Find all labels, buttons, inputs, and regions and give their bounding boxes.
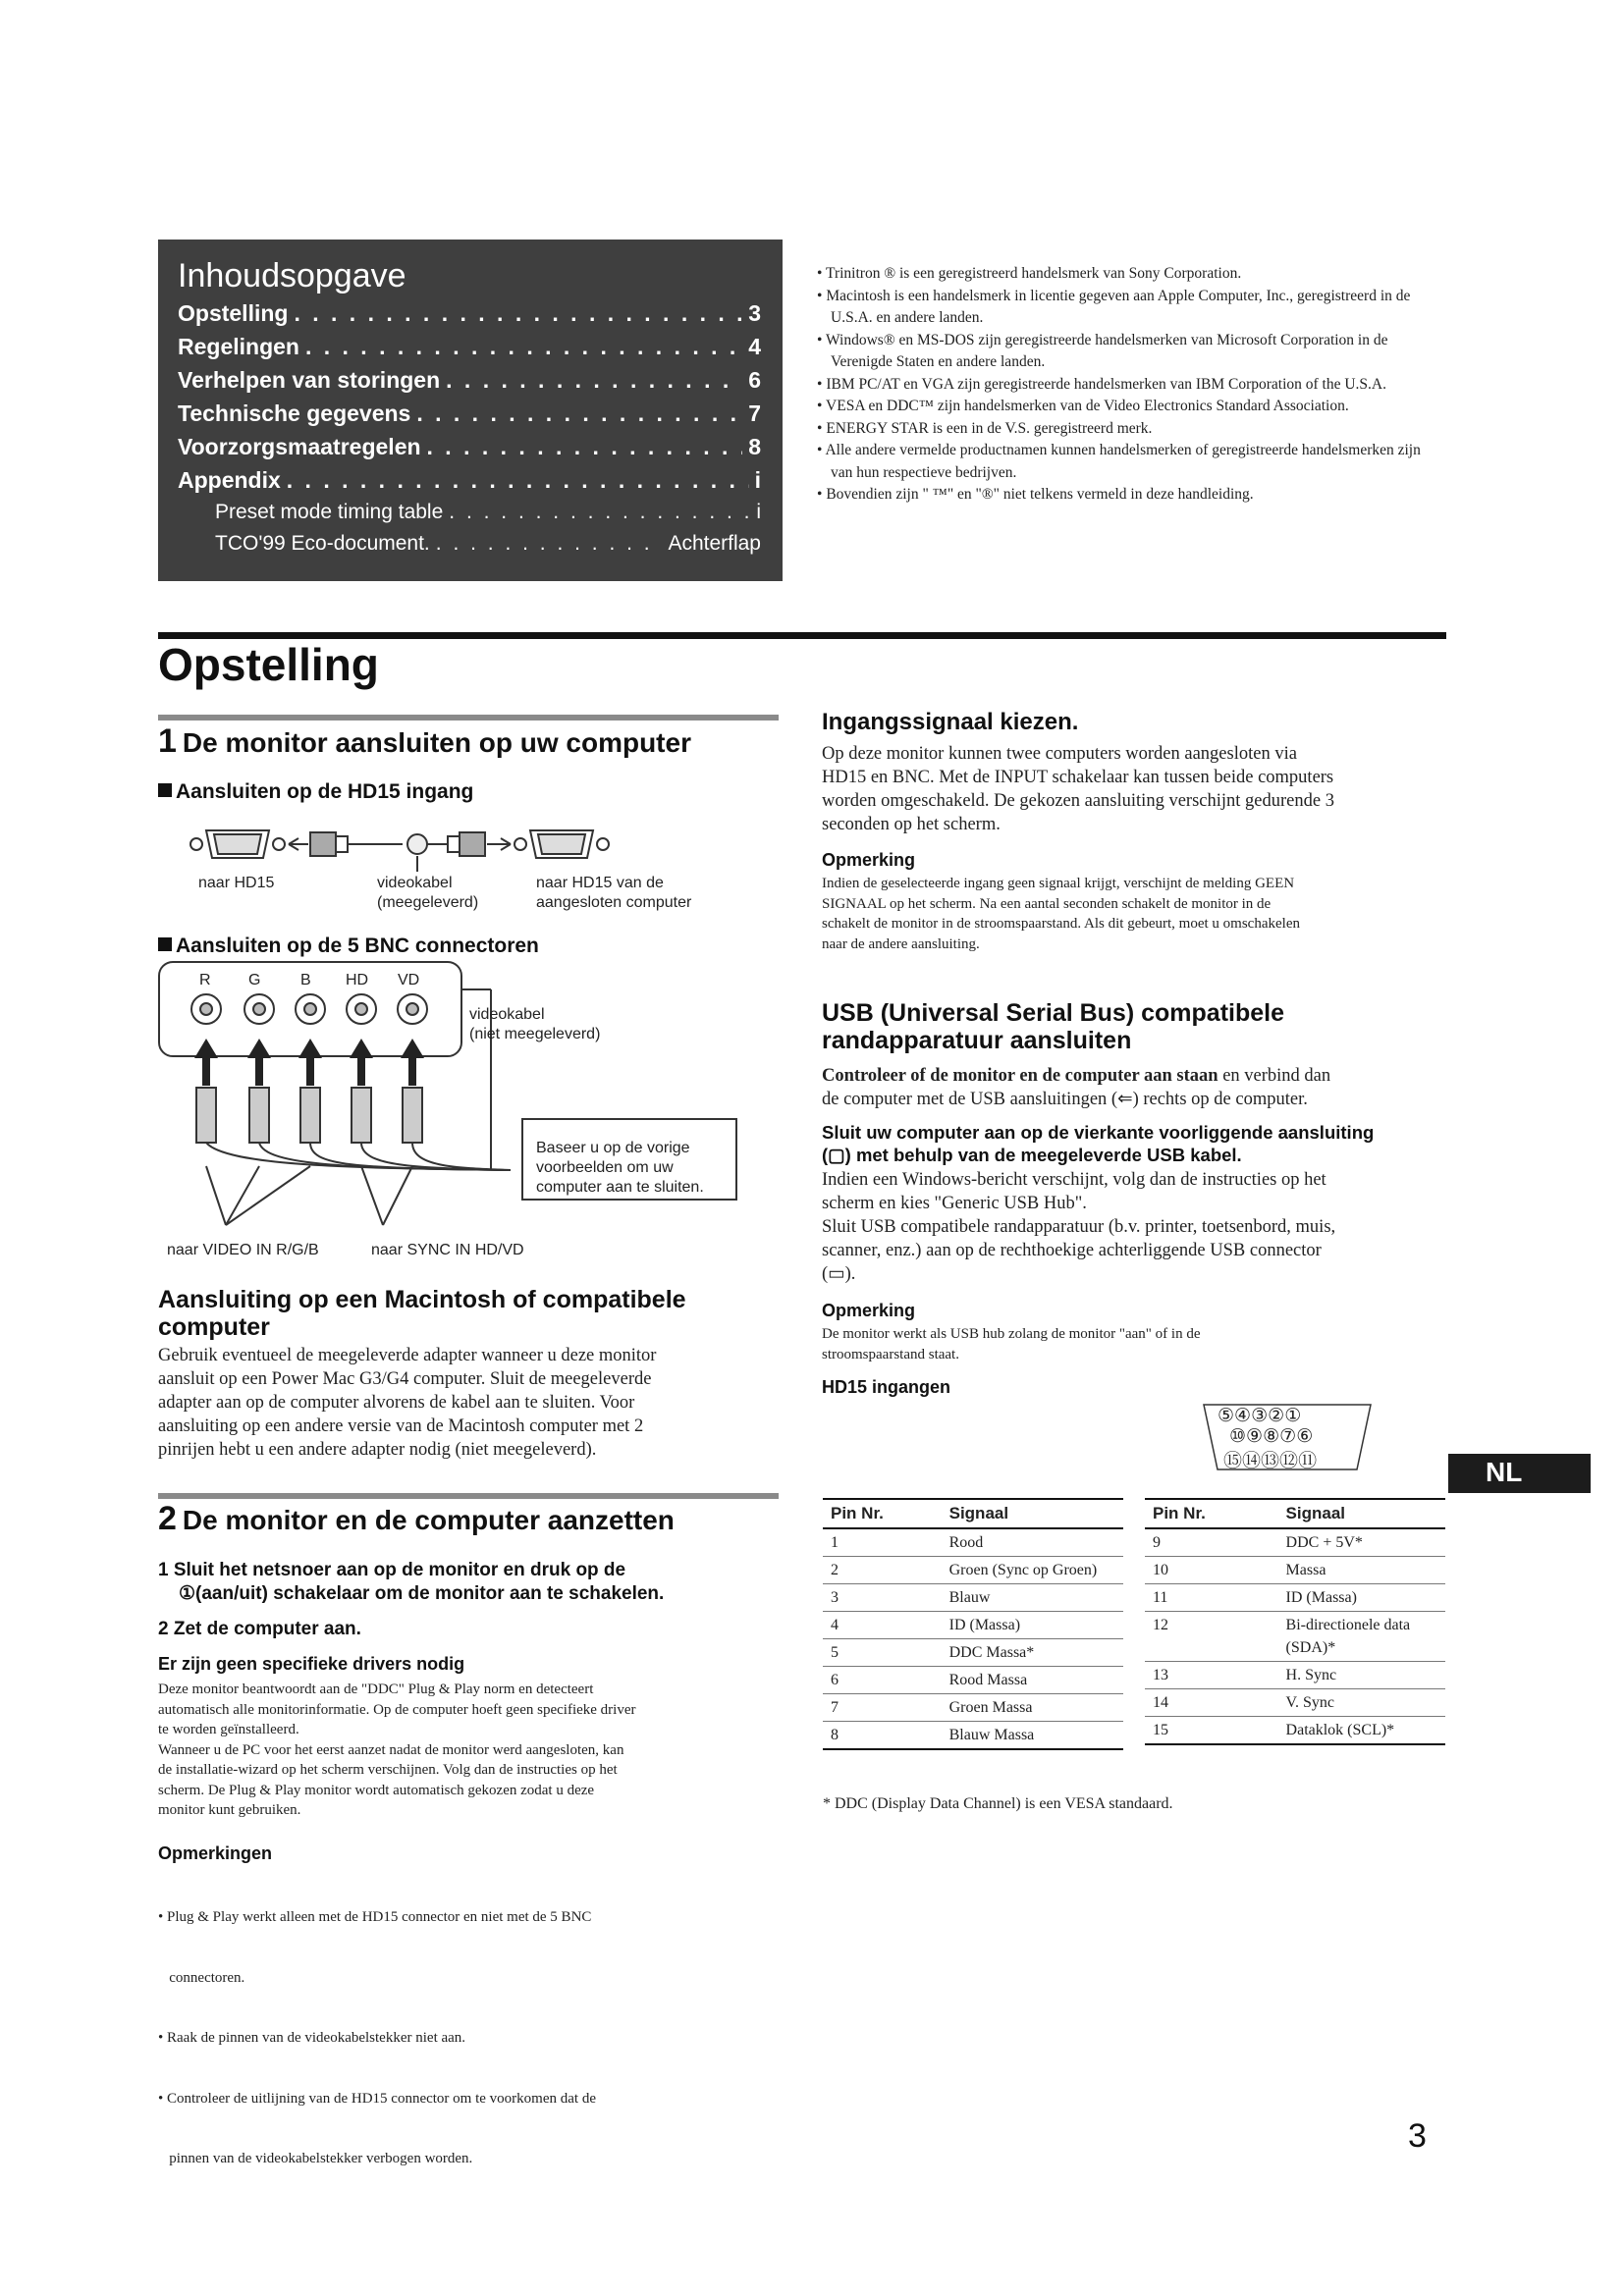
pin-row-middle <box>1229 1425 1313 1448</box>
table-row <box>1145 1528 1445 1557</box>
pin-number: ⑫ <box>1279 1451 1299 1471</box>
toc-subentry[interactable] <box>215 532 761 556</box>
pin-cell: 1 <box>823 1528 942 1557</box>
bnc-label-b: B <box>300 972 311 988</box>
bnc-note-line: Baseer u op de vorige <box>536 1140 690 1156</box>
note-line: pinnen van de videokabelstekker verbogen worden. <box>158 2151 473 2166</box>
body-line: aansluiting op een andere versie van de Macintosh computer met 2 <box>158 1416 644 1436</box>
body-line: adapter aan op de computer alvorens de kabel aan te sluiten. Voor <box>158 1393 635 1413</box>
pin-cell: 4 <box>823 1612 942 1639</box>
pin-number: ⑭ <box>1242 1451 1262 1471</box>
toc-entry[interactable] <box>178 300 761 327</box>
body-line: Gebruik eventueel de meegeleverde adapter wanneer u deze monitor <box>158 1346 657 1365</box>
pin-cell: 14 <box>1145 1689 1278 1717</box>
signal-cell: DDC + 5V* <box>1278 1528 1445 1557</box>
toc-entry-label: Regelingen <box>178 334 299 359</box>
toc-entry-label: Opstelling <box>178 300 289 326</box>
body-line: scanner, enz.) aan op de rechthoekige achterliggende USB connector <box>822 1241 1322 1260</box>
signal-cell: V. Sync <box>1278 1689 1445 1717</box>
toc-entry-page: 8 <box>748 434 761 459</box>
pin-number: ③ <box>1251 1406 1269 1426</box>
hd15-cable-diagram <box>187 815 658 874</box>
pin-table-left <box>823 1498 1123 1750</box>
toc-entry-page: 3 <box>748 300 761 326</box>
pin-number: ⑨ <box>1246 1426 1264 1447</box>
signal-cell: Blauw Massa <box>942 1722 1123 1750</box>
bnc-cable-note: (niet meegeleverd) <box>469 1026 601 1042</box>
body-line: Op deze monitor kunnen twee computers worden aangesloten via <box>822 744 1297 764</box>
body-line: de installatie-wizard op het scherm verschijnen. Volg dan de instructies op het <box>158 1762 618 1778</box>
toc-entry-label: Preset mode timing table <box>215 501 444 523</box>
hd15-caption-left: naar HD15 <box>198 875 275 891</box>
page-heading: Opstelling <box>158 639 379 690</box>
table-row <box>823 1528 1123 1557</box>
section-number: 1 <box>158 722 177 760</box>
toc-entry-label: Technische gegevens <box>178 400 411 426</box>
usb-instruction-line: (▢) met behulp van de meegeleverde USB kabel. <box>822 1145 1242 1165</box>
table-row <box>1145 1584 1445 1612</box>
toc-entry-label: TCO'99 Eco-document. <box>215 532 430 555</box>
table-header-row <box>823 1499 1123 1528</box>
table-row <box>1145 1717 1445 1745</box>
usb-note-heading: Opmerking <box>822 1301 916 1320</box>
usb-instruction <box>822 1121 1374 1166</box>
body-line: (▭). <box>822 1264 856 1284</box>
hd15-pin-diagram <box>1200 1402 1375 1472</box>
table-row <box>1145 1612 1445 1662</box>
body-line: Sluit USB compatibele randapparatuur (b.v. printer, toetsenbord, muis, <box>822 1217 1336 1237</box>
column-header: Signaal <box>1278 1499 1445 1528</box>
pin-number: ⑪ <box>1298 1451 1318 1471</box>
signal-cell: Rood <box>942 1528 1123 1557</box>
bnc-caption-sync: naar SYNC IN HD/VD <box>371 1242 524 1258</box>
pin-number: ⑤ <box>1218 1406 1235 1426</box>
pin-number: ⑧ <box>1263 1426 1280 1447</box>
usb-lead <box>822 1064 1450 1111</box>
input-note-heading: Opmerking <box>822 850 916 870</box>
pin-cell: 12 <box>1145 1612 1278 1662</box>
input-heading: Ingangssignaal kiezen. <box>822 709 1079 735</box>
pin-cell: 2 <box>823 1557 942 1584</box>
toc-entry-label: Verhelpen van storingen <box>178 367 441 393</box>
pin-cell: 3 <box>823 1584 942 1612</box>
toc-entry-page: 7 <box>748 400 761 426</box>
signal-cell: DDC Massa* <box>942 1639 1123 1667</box>
signal-cell: H. Sync <box>1278 1662 1445 1689</box>
note-line: Indien de geselecteerde ingang geen signaal krijgt, verschijnt de melding GEEN <box>822 876 1295 891</box>
mac-heading-line: computer <box>158 1313 270 1341</box>
note-line: • Raak de pinnen van de videokabelstekker niet aan. <box>158 2030 466 2046</box>
toc-entry-page: 4 <box>748 334 761 359</box>
note-line: • Controleer de uitlijning van de HD15 connector om te voorkomen dat de <box>158 2090 596 2107</box>
hd15-inputs-heading: HD15 ingangen <box>822 1377 951 1397</box>
note-line: • Plug & Play werkt alleen met de HD15 connector en niet met de 5 BNC <box>158 1909 592 1925</box>
pin-table-right <box>1145 1498 1445 1745</box>
signal-cell: Rood Massa <box>942 1667 1123 1694</box>
trademark-item: • Trinitron ® is een geregistreerd handelsmerk van Sony Corporation. <box>817 263 1445 286</box>
mac-body <box>158 1344 779 1462</box>
table-of-contents <box>158 240 783 581</box>
table-row <box>823 1694 1123 1722</box>
step-line: ①(aan/uit) schakelaar om de monitor aan te schakelen. <box>179 1583 665 1604</box>
note-line: schakelt de monitor in de stroomspaarstand. Als dit gebeurt, moet u omschakelen <box>822 916 1300 932</box>
bnc-caption-video: naar VIDEO IN R/G/B <box>167 1242 319 1258</box>
table-row <box>1145 1689 1445 1717</box>
pin-row-top <box>1218 1405 1301 1427</box>
section-bar <box>158 1493 779 1499</box>
pin-cell: 15 <box>1145 1717 1278 1745</box>
trademark-notices <box>817 263 1445 507</box>
section-number: 2 <box>158 1500 177 1537</box>
bnc-label-r: R <box>199 972 211 988</box>
notes-list <box>158 1867 779 2189</box>
pin-cell: 5 <box>823 1639 942 1667</box>
trademark-item: • ENERGY STAR is een in de V.S. geregistreerd merk. <box>817 418 1445 441</box>
pin-cell: 10 <box>1145 1557 1278 1584</box>
column-header: Pin Nr. <box>823 1499 942 1528</box>
mac-heading <box>158 1286 686 1341</box>
body-line: pinrijen hebt u een andere adapter nodig (niet meegeleverd). <box>158 1440 597 1460</box>
toc-entry-page: Achterflap <box>668 532 761 555</box>
section-title: De monitor aansluiten op uw computer <box>182 727 691 758</box>
signal-cell: Groen Massa <box>942 1694 1123 1722</box>
toc-entry[interactable] <box>178 467 761 494</box>
bnc-label-hd: HD <box>346 972 369 988</box>
subheading-text: Aansluiten op de HD15 ingang <box>176 780 474 803</box>
hd15-caption-right: naar HD15 van de <box>536 875 664 891</box>
step-2: 2 Zet de computer aan. <box>158 1619 361 1639</box>
toc-entry-label: Voorzorgsmaatregelen <box>178 434 421 459</box>
usb-heading-line: randapparatuur aansluiten <box>822 1027 1132 1054</box>
pin-number: ⑥ <box>1296 1426 1314 1447</box>
trademark-item: • Macintosh is een handelsmerk in licentie gegeven aan Apple Computer, Inc., geregistreerd in de U.S.A. en andere landen. <box>817 286 1445 330</box>
pin-cell: 9 <box>1145 1528 1278 1557</box>
trademark-item: • VESA en DDC™ zijn handelsmerken van de Video Electronics Standard Association. <box>817 396 1445 418</box>
usb-body <box>822 1168 1450 1286</box>
bnc-label-g: G <box>248 972 261 988</box>
pin-row-bottom <box>1223 1446 1317 1472</box>
toc-entry-page: i <box>754 467 761 493</box>
step-1 <box>158 1559 664 1606</box>
section-2-heading <box>158 1500 675 1538</box>
trademark-item: • Bovendien zijn " ™" en "®" niet telkens vermeld in deze handleiding. <box>817 484 1445 507</box>
pin-number: ⑮ <box>1223 1451 1243 1471</box>
body-line: te worden geïnstalleerd. <box>158 1722 299 1737</box>
usb-note <box>822 1324 1450 1364</box>
toc-subentry[interactable] <box>215 501 761 524</box>
toc-entry[interactable] <box>178 367 761 394</box>
subheading-text: Aansluiten op de 5 BNC connectoren <box>176 934 539 957</box>
toc-entry[interactable] <box>178 400 761 427</box>
signal-cell: Massa <box>1278 1557 1445 1584</box>
mac-heading-line: Aansluiting op een Macintosh of compatibele <box>158 1286 686 1313</box>
bnc-subheading <box>158 934 539 958</box>
signal-cell: ID (Massa) <box>1278 1584 1445 1612</box>
body-line: Deze monitor beantwoordt aan de "DDC" Plug & Play norm en detecteert <box>158 1682 594 1697</box>
body-line: seconden op het scherm. <box>822 815 1001 834</box>
drivers-heading: Er zijn geen specifieke drivers nodig <box>158 1654 465 1674</box>
table-header-row <box>1145 1499 1445 1528</box>
signal-cell: Groen (Sync op Groen) <box>942 1557 1123 1584</box>
note-line: SIGNAAL op het scherm. Na een aantal seconden schakelt de monitor in de <box>822 895 1272 912</box>
section-1-heading <box>158 722 691 761</box>
toc-title: Inhoudsopgave <box>178 257 406 294</box>
pin-cell: 7 <box>823 1694 942 1722</box>
hd15-subheading <box>158 780 473 804</box>
toc-entry[interactable] <box>178 434 761 460</box>
pin-cell: 13 <box>1145 1662 1278 1689</box>
body-line: Wanneer u de PC voor het eerst aanzet nadat de monitor werd aangesloten, kan <box>158 1741 624 1758</box>
column-header: Signaal <box>942 1499 1123 1528</box>
body-line: automatisch alle monitorinformatie. Op de computer hoeft geen specifieke driver <box>158 1701 636 1718</box>
usb-heading-line: USB (Universal Serial Bus) compatibele <box>822 999 1284 1027</box>
note-line: De monitor werkt als USB hub zolang de monitor "aan" of in de <box>822 1326 1201 1342</box>
pin-cell: 11 <box>1145 1584 1278 1612</box>
hd15-caption-cable-note: (meegeleverd) <box>377 894 479 911</box>
language-tab-label: NL <box>1486 1457 1523 1487</box>
language-tab <box>1448 1454 1591 1493</box>
signal-cell: ID (Massa) <box>942 1612 1123 1639</box>
bnc-note-line: computer aan te sluiten. <box>536 1179 704 1196</box>
bnc-cable-label: videokabel <box>469 1006 545 1023</box>
pin-number: ⑩ <box>1229 1426 1247 1447</box>
table-row <box>1145 1557 1445 1584</box>
table-row <box>823 1722 1123 1750</box>
pin-number: ④ <box>1234 1406 1252 1426</box>
signal-cell: Blauw <box>942 1584 1123 1612</box>
hd15-caption-cable: videokabel <box>377 875 453 891</box>
section-title: De monitor en de computer aanzetten <box>182 1505 675 1535</box>
body-line: scherm. De Plug & Play monitor wordt automatisch gekozen zodat u deze <box>158 1782 595 1798</box>
step-line: 1 Sluit het netsnoer aan op de monitor en druk op de <box>158 1560 626 1580</box>
pin-number: ⑦ <box>1279 1426 1297 1447</box>
column-header: Pin Nr. <box>1145 1499 1278 1528</box>
table-row <box>823 1557 1123 1584</box>
input-note <box>822 874 1450 954</box>
bnc-label-vd: VD <box>398 972 420 988</box>
body-line: HD15 en BNC. Met de INPUT schakelaar kan tussen beide computers <box>822 768 1334 787</box>
input-body <box>822 742 1442 836</box>
drivers-body <box>158 1680 779 1821</box>
notes-heading: Opmerkingen <box>158 1843 273 1863</box>
trademark-item: • Windows® en MS-DOS zijn geregistreerde handelsmerken van Microsoft Corporation in de Verenigde Staten en andere landen. <box>817 330 1445 374</box>
pin-cell: 8 <box>823 1722 942 1750</box>
page-number: 3 <box>1408 2117 1427 2155</box>
pin-number: ① <box>1284 1406 1302 1426</box>
note-line: connectoren. <box>158 1969 245 1986</box>
body-line: monitor kunt gebruiken. <box>158 1802 301 1818</box>
trademark-item: • Alle andere vermelde productnamen kunnen handelsmerken of geregistreerde handelsmerken zijn van hun respectieve bedrijven. <box>817 440 1445 484</box>
table-row <box>1145 1662 1445 1689</box>
usb-instruction-line: Sluit uw computer aan op de vierkante voorliggende aansluiting <box>822 1122 1375 1143</box>
body-line: aansluit op een Power Mac G3/G4 computer. Sluit de meegeleverde <box>158 1369 652 1389</box>
pin-number: ⑬ <box>1261 1451 1280 1471</box>
note-line: stroomspaarstand staat. <box>822 1346 959 1362</box>
usb-lead-bold: Controleer of de monitor en de computer aan staan <box>822 1066 1218 1086</box>
table-row <box>823 1639 1123 1667</box>
pin-cell: 6 <box>823 1667 942 1694</box>
usb-lead-text: en verbind dan <box>1218 1066 1331 1086</box>
bnc-note-line: voorbeelden om uw <box>536 1159 674 1176</box>
usb-heading <box>822 999 1284 1054</box>
table-row <box>823 1612 1123 1639</box>
hd15-caption-right-2: aangesloten computer <box>536 894 692 911</box>
table-row <box>823 1584 1123 1612</box>
body-line: Indien een Windows-bericht verschijnt, volg dan de instructies op het <box>822 1170 1326 1190</box>
bnc-connector-diagram <box>157 960 746 1245</box>
signal-cell: Dataklok (SCL)* <box>1278 1717 1445 1745</box>
body-line: scherm en kies "Generic USB Hub". <box>822 1194 1087 1213</box>
table-row <box>823 1667 1123 1694</box>
toc-entry[interactable] <box>178 334 761 360</box>
note-line: naar de andere aansluiting. <box>822 935 980 952</box>
toc-entry-label: Appendix <box>178 467 281 493</box>
signal-cell: Bi-directionele data (SDA)* <box>1278 1612 1445 1662</box>
toc-entry-page: i <box>756 501 761 523</box>
usb-lead-text: de computer met de USB aansluitingen (⇐) rechts op de computer. <box>822 1090 1308 1109</box>
section-bar <box>158 715 779 721</box>
pin-number: ② <box>1268 1406 1285 1426</box>
table-footnote: * DDC (Display Data Channel) is een VESA standaard. <box>823 1795 1173 1812</box>
toc-entry-page: 6 <box>748 367 761 393</box>
body-line: worden omgeschakeld. De gekozen aansluiting verschijnt gedurende 3 <box>822 791 1334 811</box>
trademark-item: • IBM PC/AT en VGA zijn geregistreerde handelsmerken van IBM Corporation of the U.S.A. <box>817 374 1445 397</box>
